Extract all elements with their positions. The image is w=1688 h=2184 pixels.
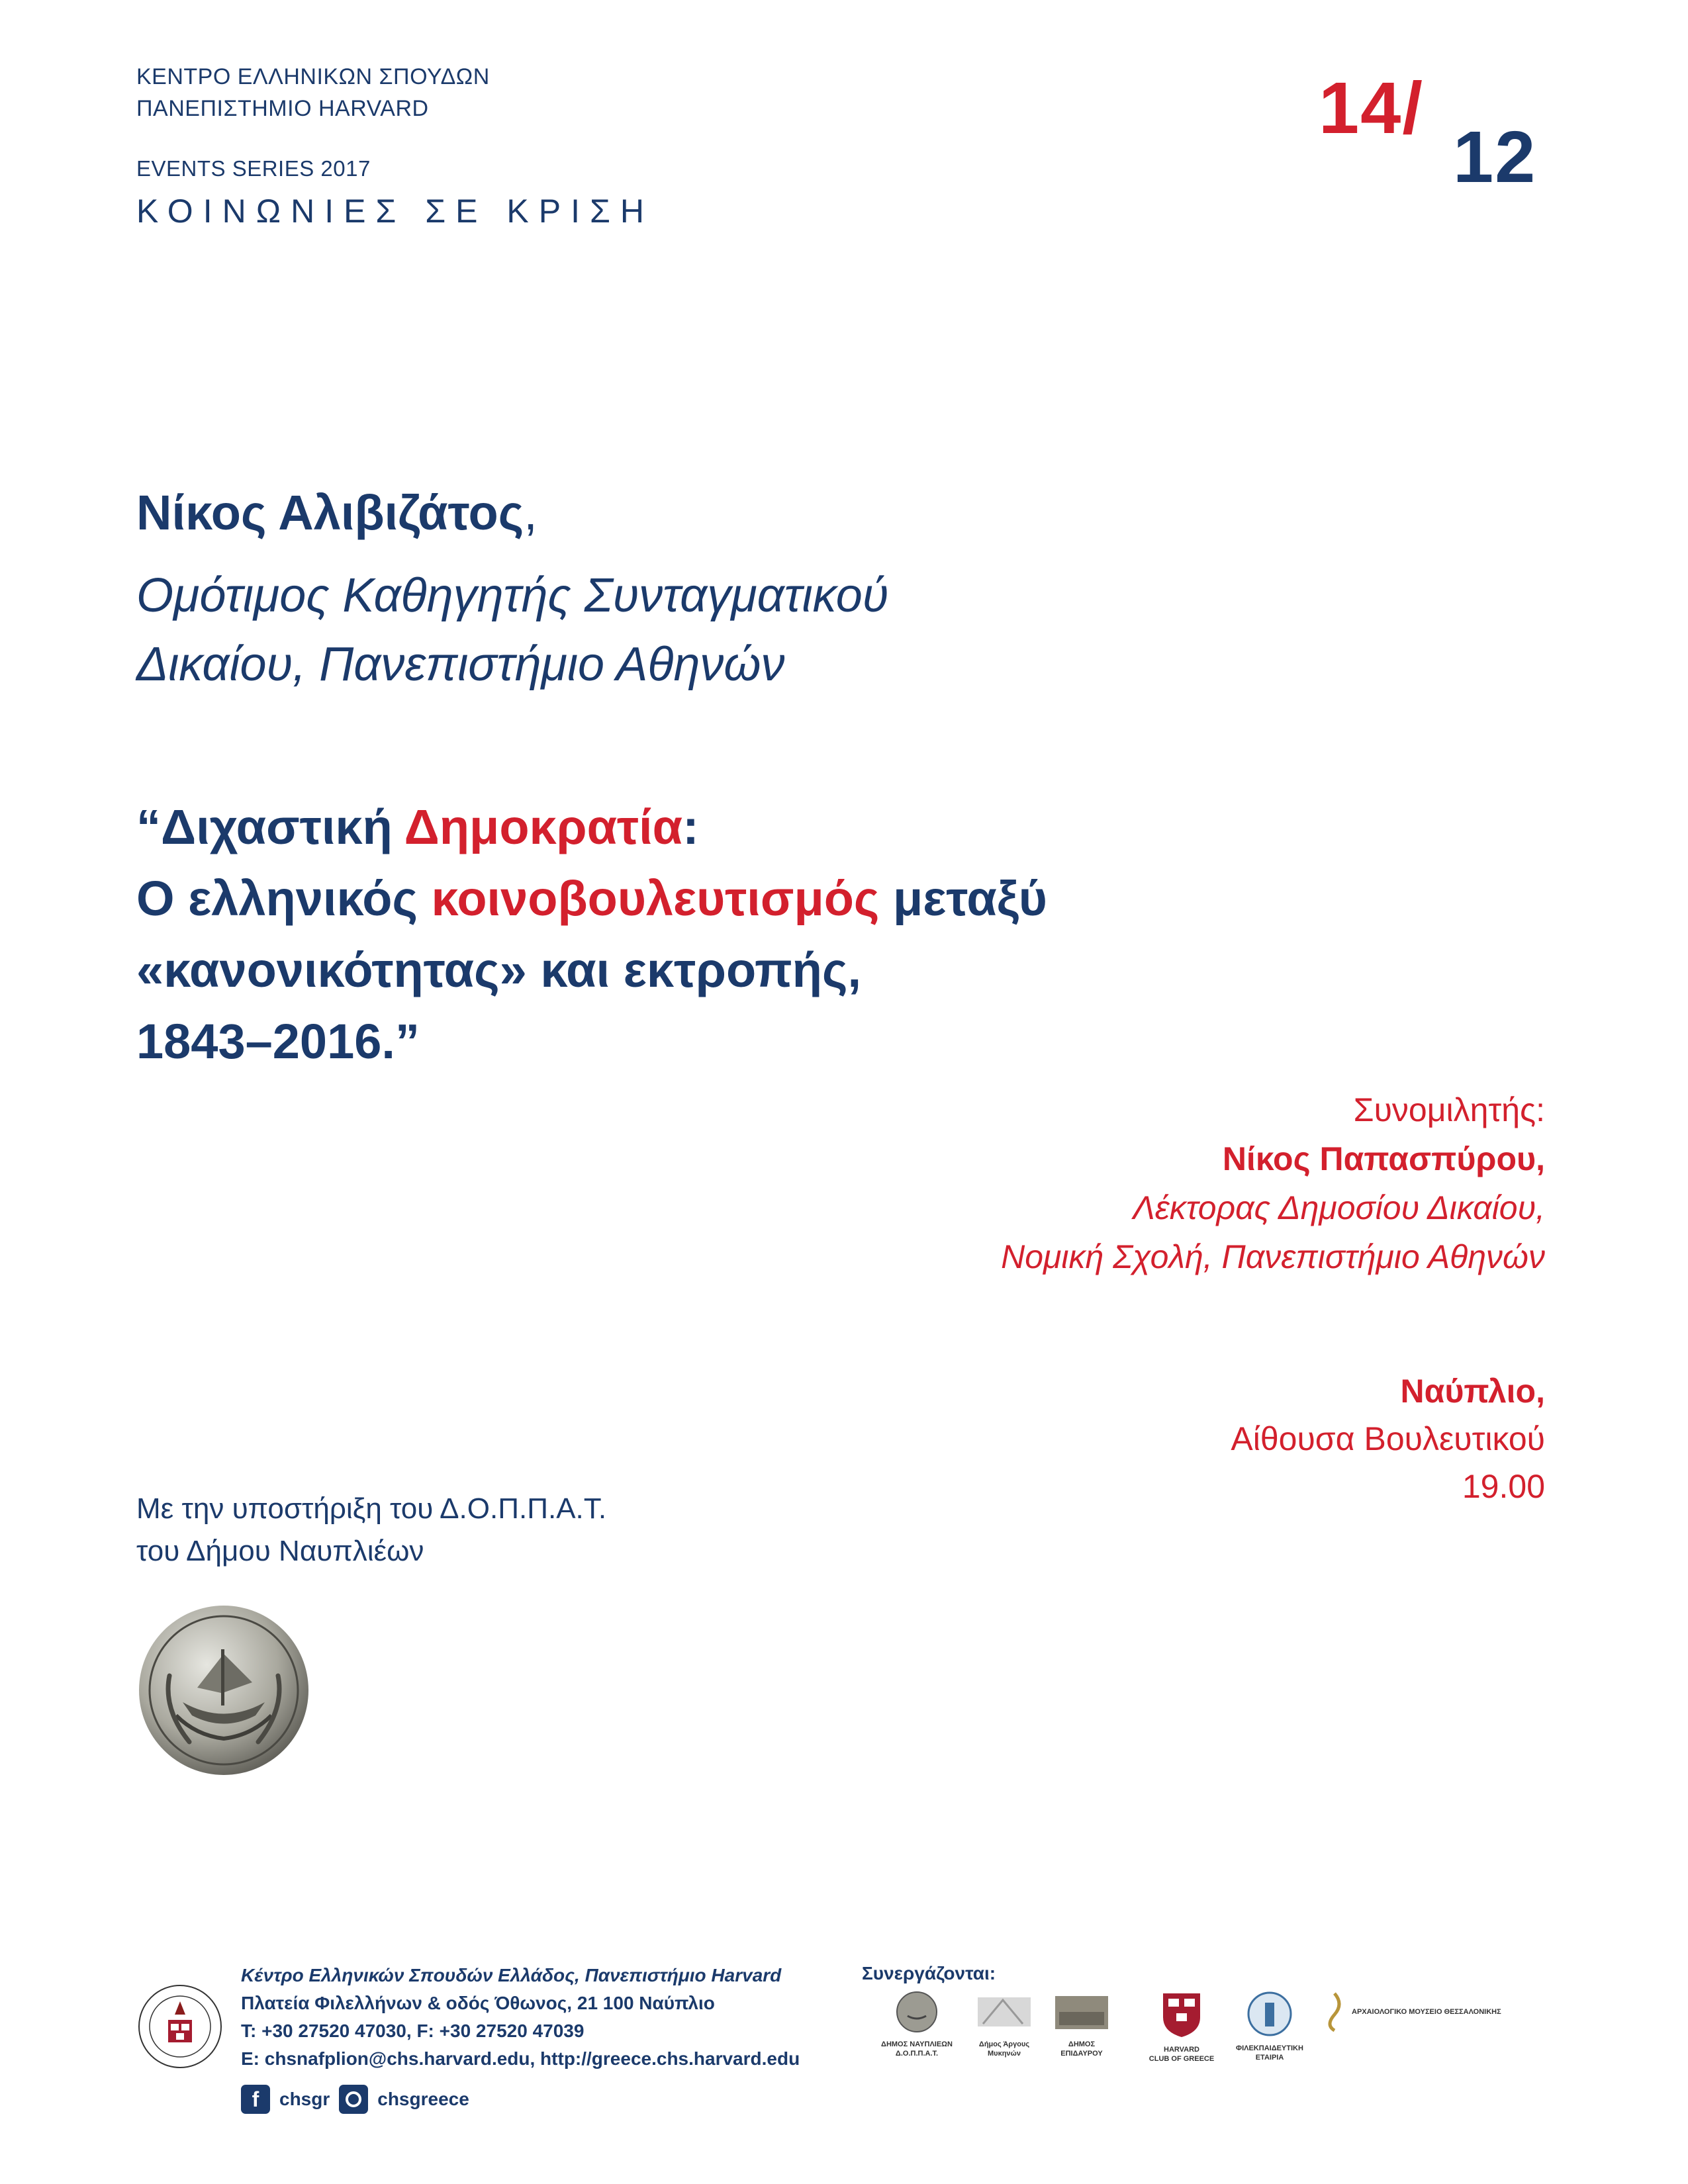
footer-address: Πλατεία Φιλελλήνων & οδός Όθωνος, 21 100 Ναύπλιο — [241, 1993, 715, 2013]
partner-line: ΦΙΛΕΚΠΑΙΔΕΥΤΙΚΗ — [1236, 2044, 1303, 2052]
facebook-handle[interactable]: chsgr — [279, 2089, 330, 2109]
argos-logo-icon — [976, 1991, 1032, 2033]
partner-nafplio — [880, 1991, 953, 2058]
discussant-role-2: Νομική Σχολή, Πανεπιστήμιο Αθηνών — [1001, 1238, 1545, 1275]
speaker-title — [136, 561, 1328, 699]
instagram-icon[interactable] — [339, 2085, 368, 2114]
talk-title-line-1 — [136, 792, 1560, 863]
talk-text: μεταξύ — [879, 871, 1047, 926]
footer-contact — [241, 1962, 800, 2073]
series-theme: ΚΟΙΝΩΝΙΕΣ ΣΕ ΚΡΙΣΗ — [136, 193, 654, 230]
speaker-name-comma: , — [524, 485, 538, 540]
partner-argos — [968, 1991, 1041, 2058]
footer-social — [241, 2085, 469, 2114]
events-series: EVENTS SERIES 2017 — [136, 156, 371, 181]
support-note — [136, 1488, 606, 1572]
talk-text: Ο ελληνικός — [136, 871, 432, 926]
talk-title-line-2 — [136, 863, 1560, 934]
partner-line: ΕΠΙΔΑΥΡΟΥ — [1060, 2050, 1103, 2058]
museum-logo-icon — [1321, 1991, 1348, 2033]
talk-title-line-3: «κανονικότητας» και εκτροπής, — [136, 942, 862, 997]
venue-hall: Αίθουσα Βουλευτικού — [1231, 1420, 1545, 1457]
partners-label: Συνεργάζονται: — [862, 1963, 996, 1983]
talk-title — [136, 792, 1560, 1077]
org-line-2: ΠΑΝΕΠΙΣΤΗΜΙΟ HARVARD — [136, 96, 429, 121]
speaker-name — [136, 484, 538, 541]
header-organization — [136, 61, 490, 124]
harvard-shield-icon — [1160, 1991, 1203, 2038]
talk-text: : — [682, 799, 699, 854]
footer-org: Κέντρο Ελληνικών Σπουδών Ελλάδος, Πανεπιστήμιο Harvard — [241, 1965, 782, 1985]
venue-block — [1231, 1367, 1545, 1510]
partner-line: Δήμος Άργους — [978, 2040, 1030, 2048]
discussant-block — [1001, 1085, 1545, 1281]
speaker-title-line-1: Ομότιμος Καθηγητής Συνταγματικού — [136, 569, 889, 622]
talk-text: “Διχαστική — [136, 799, 404, 854]
partner-filekpaideftiki — [1230, 1991, 1309, 2062]
org-line-1: ΚΕΝΤΡΟ ΕΛΛΗΝΙΚΩΝ ΣΠΟΥΔΩΝ — [136, 64, 490, 89]
partner-harvard-club — [1145, 1991, 1218, 2064]
partner-line: ΕΤΑΙΡΙΑ — [1255, 2054, 1284, 2062]
support-line-2: του Δήμου Ναυπλιέων — [136, 1535, 424, 1567]
municipality-seal-icon — [136, 1603, 311, 1778]
partner-line: HARVARD — [1164, 2046, 1199, 2054]
talk-title-line-4: 1843–2016.” — [136, 1014, 420, 1069]
partner-archaeological-museum — [1321, 1991, 1546, 2033]
venue-city: Ναύπλιο, — [1400, 1373, 1545, 1410]
discussant-role-1: Λέκτορας Δημοσίου Δικαίου, — [1133, 1189, 1545, 1226]
date-day: 14/ — [1319, 68, 1424, 149]
nafplio-seal-icon — [896, 1991, 938, 2033]
partner-epidavros — [1049, 1991, 1115, 2058]
facebook-icon[interactable]: f — [241, 2085, 270, 2114]
discussant-name: Νίκος Παπασπύρου, — [1222, 1140, 1545, 1177]
speaker-title-line-2: Δικαίου, Πανεπιστήμιο Αθηνών — [136, 638, 785, 691]
epidavros-logo-icon — [1054, 1991, 1109, 2033]
talk-highlight: Δημοκρατία — [404, 799, 683, 854]
filekpaideftiki-seal-icon — [1246, 1991, 1293, 2037]
instagram-handle[interactable]: chsgreece — [377, 2089, 469, 2109]
footer-email[interactable]: E: chsnafplion@chs.harvard.edu, http://greece.chs.harvard.edu — [241, 2048, 800, 2069]
partner-line: ΑΡΧΑΙΟΛΟΓΙΚΟ ΜΟΥΣΕΙΟ ΘΕΣΣΑΛΟΝΙΚΗΣ — [1352, 2008, 1501, 2016]
talk-highlight: κοινοβουλευτισμός — [431, 871, 880, 926]
discussant-label: Συνομιλητής: — [1353, 1091, 1545, 1128]
chs-logo-icon — [136, 1960, 224, 2093]
partner-line: Δ.Ο.Π.Π.Α.Τ. — [895, 2050, 939, 2058]
partner-line: ΔΗΜΟΣ — [1068, 2040, 1096, 2048]
partner-line: ΔΗΜΟΣ ΝΑΥΠΛΙΕΩΝ — [881, 2040, 953, 2048]
footer-phone: T: +30 27520 47030, F: +30 27520 47039 — [241, 2021, 585, 2041]
partner-line: CLUB OF GREECE — [1149, 2055, 1215, 2063]
support-line-1: Με την υποστήριξη του Δ.Ο.Π.Π.Α.Τ. — [136, 1492, 607, 1525]
date-month: 12 — [1453, 116, 1537, 198]
partner-line: Μυκηνών — [988, 2050, 1021, 2058]
speaker-name-text: Νίκος Αλιβιζάτος — [136, 485, 524, 540]
venue-time: 19.00 — [1462, 1468, 1545, 1505]
